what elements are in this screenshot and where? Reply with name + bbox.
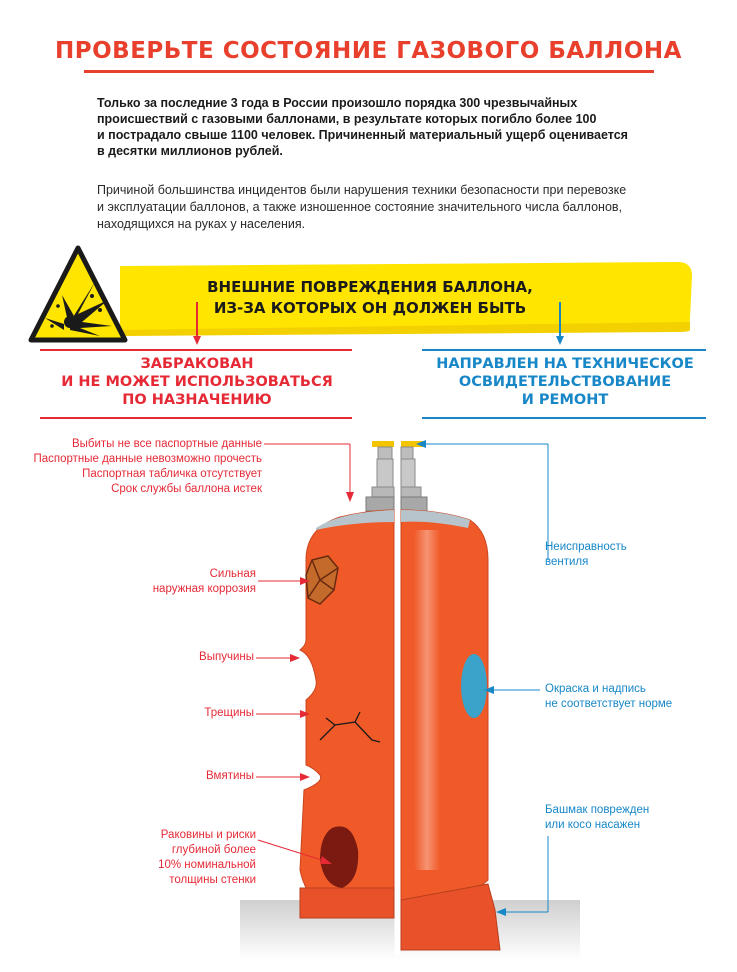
intro-line: Причиной большинства инцидентов были нарушения техники безопасности при перевозке bbox=[97, 183, 627, 197]
intro-bold-line: Только за последние 3 года в России произошло порядка 300 чрезвычайных bbox=[97, 96, 578, 110]
passport-defect-item: Выбиты не все паспортные данные bbox=[71, 438, 262, 450]
passport-defect-item: Паспортная табличка отсутствует bbox=[82, 468, 262, 480]
inspection-heading-line: НАПРАВЛЕН НА ТЕХНИЧЕСКОЕ bbox=[436, 356, 694, 372]
valve-fault-label bbox=[545, 540, 725, 570]
banner-line-2: ИЗ-ЗА КОТОРЫХ ОН ДОЛЖЕН БЫТЬ bbox=[213, 299, 527, 317]
corrosion-label-line: наружная коррозия bbox=[152, 583, 256, 595]
paint-label bbox=[545, 682, 725, 712]
paint-label-line: Окраска и надпись bbox=[545, 683, 646, 695]
cracks-label: Трещины bbox=[204, 707, 254, 719]
intro-line: и эксплуатации баллонов, а также изношенное состояние значительного числа баллонов, bbox=[97, 200, 623, 214]
shoe-label bbox=[545, 803, 725, 833]
passport-defects-label bbox=[24, 437, 262, 497]
page-title: ПРОВЕРЬТЕ СОСТОЯНИЕ ГАЗОВОГО БАЛЛОНА bbox=[55, 38, 682, 64]
rejected-heading bbox=[38, 355, 356, 409]
banner-line-1: ВНЕШНИЕ ПОВРЕЖДЕНИЯ БАЛЛОНА, bbox=[207, 278, 533, 296]
intro-bold-line: в десятки миллионов рублей. bbox=[97, 144, 283, 158]
valve-fault-label-line: вентиля bbox=[545, 556, 589, 568]
intro-line: находящихся на руках у населения. bbox=[97, 217, 306, 231]
cylinder-shine bbox=[414, 530, 440, 870]
valve-right bbox=[401, 441, 427, 511]
pits-label-line: глубиной более bbox=[171, 844, 256, 856]
pits-label bbox=[60, 828, 256, 888]
shoe-label-line: или косо насажен bbox=[545, 819, 641, 831]
pits-label-line: толщины стенки bbox=[169, 874, 256, 886]
valve-left bbox=[366, 441, 394, 511]
bulges-label: Выпучины bbox=[199, 651, 254, 663]
intro-bold-line: и пострадало свыше 1100 человек. Причиненный материальный ущерб оценивается bbox=[97, 128, 628, 142]
passport-defect-item: Паспортные данные невозможно прочесть bbox=[33, 453, 262, 465]
rejected-heading-line: И НЕ МОЖЕТ ИСПОЛЬЗОВАТЬСЯ bbox=[61, 374, 333, 390]
inspection-heading-line: ОСВИДЕТЕЛЬСТВОВАНИЕ bbox=[458, 374, 672, 390]
inspection-heading-line: И РЕМОНТ bbox=[521, 392, 609, 408]
corrosion-label-line: Сильная bbox=[209, 568, 256, 580]
cylinder-left-shoe bbox=[300, 888, 394, 918]
paint-label-line: не соответствует норме bbox=[545, 698, 673, 710]
shoe-label-line: Башмак поврежден bbox=[545, 804, 650, 816]
corrosion-label bbox=[60, 567, 256, 597]
pits-label-line: Раковины и риски bbox=[160, 829, 256, 841]
intro-bold-line: происшествий с газовыми баллонами, в результате которых погибло более 100 bbox=[97, 112, 597, 126]
inspection-heading bbox=[420, 355, 710, 409]
dents-label: Вмятины bbox=[206, 770, 254, 782]
rejected-heading-line: ЗАБРАКОВАН bbox=[140, 356, 254, 372]
explosion-warning-icon bbox=[31, 248, 125, 340]
passport-defect-item: Срок службы баллона истек bbox=[111, 483, 262, 495]
rejected-heading-line: ПО НАЗНАЧЕНИЮ bbox=[122, 392, 272, 408]
valve-fault-label-line: Неисправность bbox=[545, 541, 627, 553]
pits-label-line: 10% номинальной bbox=[158, 859, 256, 871]
blue-paint-spot bbox=[461, 654, 487, 718]
